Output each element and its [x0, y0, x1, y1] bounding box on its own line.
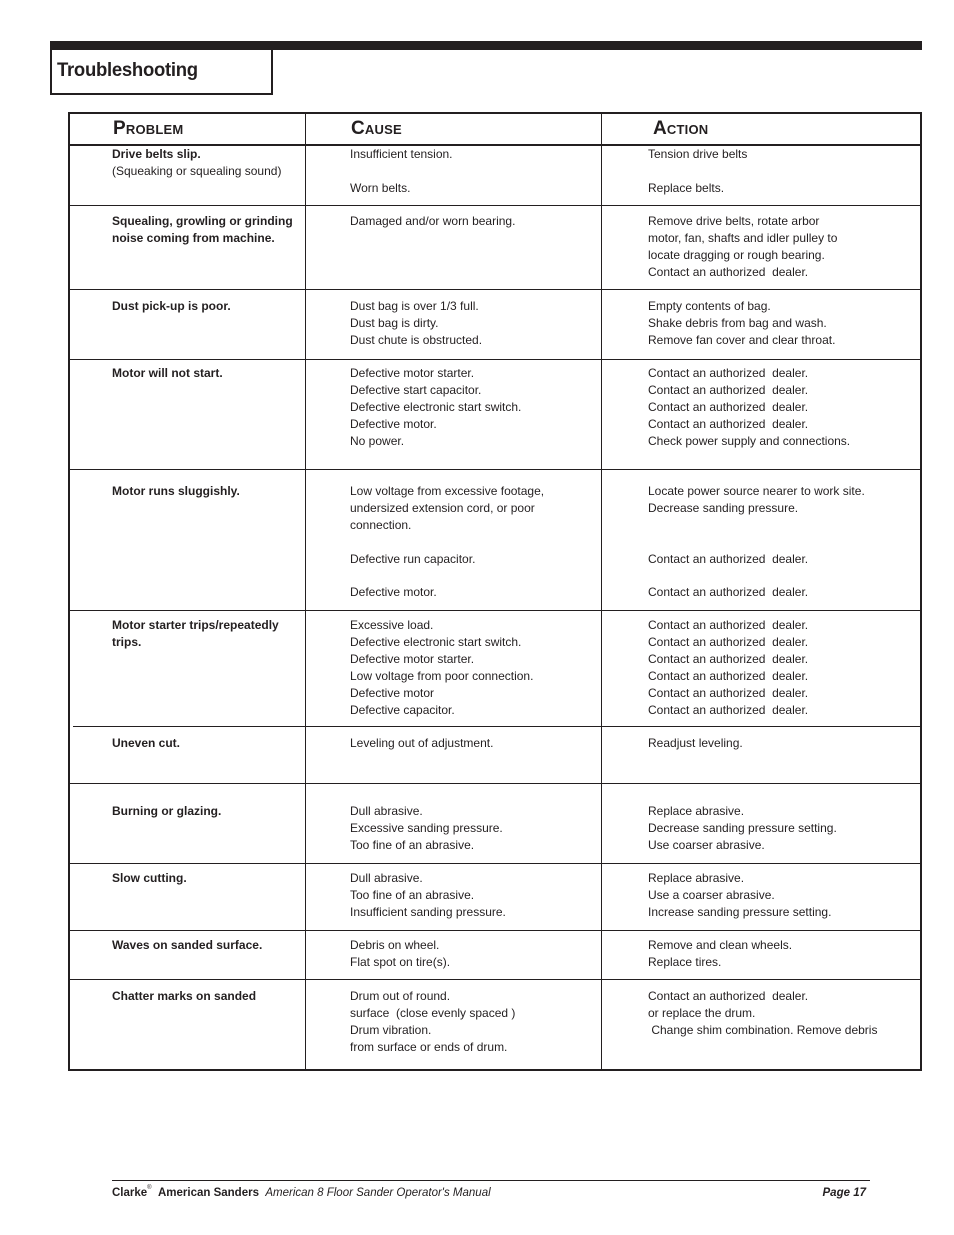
cause-cell: Damaged and/or worn bearing. — [350, 214, 516, 228]
header-rule — [50, 41, 922, 50]
problem-note: (Squeaking or squealing sound) — [112, 164, 282, 178]
cause-cell: Debris on wheel. Flat spot on tire(s). — [350, 938, 451, 969]
row-divider — [70, 930, 920, 931]
column-divider — [305, 114, 306, 1069]
table-header — [70, 114, 920, 146]
action-cell: Readjust leveling. — [648, 736, 743, 750]
cause-cell: Excessive load. Defective electronic start switch. Defective motor starter. Low voltage from poor connection. Defective motor Defective capacitor. — [350, 618, 534, 717]
cause-cell: Low voltage from excessive footage, undersized extension cord, or poor connection. Defective run capacitor. Defective motor. — [350, 484, 545, 600]
cause-cell: Insufficient tension. Worn belts. — [350, 147, 453, 195]
action-cell: Replace abrasive. Use a coarser abrasive. Increase sanding pressure setting. — [648, 871, 832, 919]
registered-mark: ® — [147, 1185, 152, 1191]
header-cause: Cause — [351, 118, 402, 139]
footer-brand: Clarke — [112, 1187, 148, 1199]
problem-cell: Slow cutting. — [112, 871, 187, 885]
row-divider — [70, 469, 920, 470]
action-cell: Locate power source nearer to work site. Decrease sanding pressure. Contact an authorized dealer. Contact an authorized dealer. — [648, 484, 865, 600]
cause-cell: Defective motor starter. Defective start capacitor. Defective electronic start switch. Defective motor. No power. — [350, 366, 522, 448]
row-divider — [70, 359, 920, 360]
action-cell: Tension drive belts Replace belts. — [648, 147, 748, 195]
page-title: Troubleshooting — [57, 59, 198, 81]
problem-cell: Motor starter trips/repeatedly trips. — [112, 618, 279, 649]
problem-cell: Motor will not start. — [112, 366, 223, 380]
row-divider — [70, 863, 920, 864]
row-divider — [70, 783, 920, 784]
problem-cell: Motor runs sluggishly. — [112, 484, 240, 498]
problem-cell: Squealing, growling or grinding noise coming from machine. — [112, 214, 293, 245]
row-divider — [73, 726, 920, 727]
action-cell: Contact an authorized dealer. Contact an authorized dealer. Contact an authorized dealer. Contact an authorized dealer. Contact an authorized dealer. Contact an authorized dealer. — [648, 618, 809, 717]
problem-cell: Waves on sanded surface. — [112, 938, 263, 952]
cause-cell: Drum out of round. surface (close evenly spaced ) Drum vibration. from surface or ends of drum. — [350, 989, 516, 1054]
header-action: Action — [653, 118, 709, 139]
row-divider — [70, 610, 920, 611]
problem-cell: Drive belts slip. — [112, 147, 201, 161]
action-cell: Contact an authorized dealer. Contact an authorized dealer. Contact an authorized dealer. Contact an authorized dealer. Check power supply and connections. — [648, 366, 851, 448]
action-cell: Remove and clean wheels. Replace tires. — [648, 938, 793, 969]
row-divider — [70, 289, 920, 290]
header-problem: Problem — [113, 118, 184, 139]
footer-company: American Sanders — [157, 1187, 259, 1199]
problem-cell: Chatter marks on sanded — [112, 989, 257, 1003]
cause-cell: Dull abrasive. Excessive sanding pressure. Too fine of an abrasive. — [350, 804, 503, 852]
problem-cell: Burning or glazing. — [112, 804, 222, 818]
column-divider — [601, 114, 602, 1069]
row-divider — [70, 205, 920, 206]
troubleshooting-table — [68, 112, 922, 1071]
footer-rule — [112, 1180, 870, 1181]
row-divider — [70, 979, 920, 980]
section-title-box — [50, 50, 273, 95]
footer-manual-info — [112, 1187, 491, 1199]
cause-cell: Dust bag is over 1/3 full. Dust bag is dirty. Dust chute is obstructed. — [350, 299, 483, 347]
action-cell: Replace abrasive. Decrease sanding pressure setting. Use coarser abrasive. — [648, 804, 837, 852]
footer-manual-title: American 8 Floor Sander Operator's Manual — [265, 1187, 491, 1199]
problem-cell: Dust pick-up is poor. — [112, 299, 231, 313]
action-cell: Remove drive belts, rotate arbor motor, fan, shafts and idler pulley to locate dragging or rough bearing. Contact an authorized dealer. — [648, 214, 838, 279]
page-number: Page 17 — [822, 1187, 866, 1199]
action-cell: Empty contents of bag. Shake debris from bag and wash. Remove fan cover and clear throat. — [648, 299, 836, 347]
cause-cell: Leveling out of adjustment. — [350, 736, 494, 750]
cause-cell: Dull abrasive. Too fine of an abrasive. Insufficient sanding pressure. — [350, 871, 506, 919]
problem-cell: Uneven cut. — [112, 736, 181, 750]
action-cell: Contact an authorized dealer. or replace the drum. Change shim combination. Remove debris — [648, 989, 878, 1037]
